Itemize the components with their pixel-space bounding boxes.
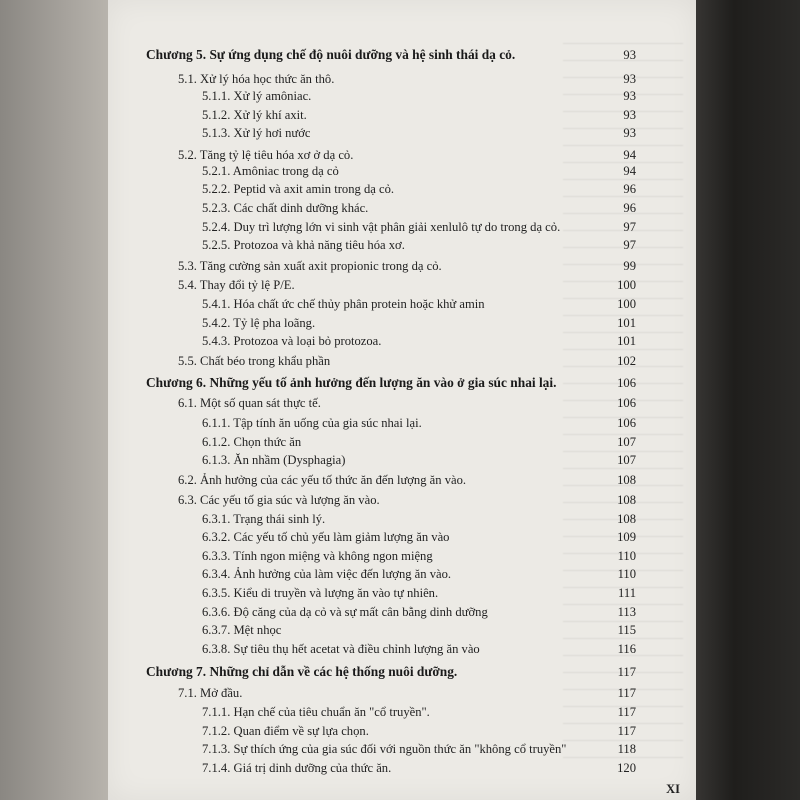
toc-entry-title: 6.1.2. Chọn thức ăn — [202, 435, 302, 449]
toc-entry-title: 5.1.1. Xử lý amôniac. — [202, 89, 312, 103]
toc-chapter-row — [108, 663, 696, 681]
toc-entry-title: 5.2.1. Amôniac trong dạ cỏ — [202, 164, 339, 178]
toc-entry-title: 5.3. Tăng cường sản xuất axit propionic trong dạ cỏ. — [178, 259, 442, 273]
toc-entry-title: 6.3.7. Mệt nhọc — [202, 623, 282, 637]
toc-page-number: 108 — [617, 512, 636, 526]
background-left — [0, 0, 112, 800]
toc-subsection-row — [108, 218, 696, 236]
toc-entry-title: 7.1.4. Giá trị dinh dưỡng của thức ăn. — [202, 761, 392, 775]
toc-entry-title: Chương 6. Những yếu tố ảnh hưởng đến lượng ăn vào ở gia súc nhai lại. — [146, 375, 557, 390]
toc-entry-title: 6.2. Ảnh hưởng của các yếu tố thức ăn đến lượng ăn vào. — [178, 473, 467, 487]
toc-subsection-row — [108, 640, 696, 658]
toc-page-number: 107 — [617, 453, 636, 467]
background-right — [690, 0, 800, 800]
page-number-footer: XI — [666, 782, 680, 796]
toc-page-number: 99 — [623, 259, 636, 273]
toc-page-number: 117 — [617, 724, 636, 738]
toc-subsection-row — [108, 314, 696, 332]
toc-subsection-row — [108, 332, 696, 350]
toc-page-number: 113 — [617, 605, 636, 619]
toc-subsection-row — [108, 199, 696, 217]
toc-subsection-row — [108, 740, 696, 758]
toc-page-number: 94 — [623, 164, 636, 178]
toc-entry-title: 6.3.4. Ảnh hưởng của làm việc đến lượng ăn vào. — [202, 567, 452, 581]
toc-page-number: 117 — [617, 665, 636, 679]
table-of-contents — [108, 0, 696, 800]
toc-chapter-row — [108, 46, 696, 64]
document-page — [108, 0, 696, 800]
toc-page-number: 96 — [623, 182, 636, 196]
toc-entry-title: 5.4.2. Tỷ lệ pha loãng. — [202, 316, 316, 330]
toc-subsection-row — [108, 759, 696, 777]
toc-entry-title: 6.3.1. Trạng thái sinh lý. — [202, 512, 326, 526]
toc-subsection-row — [108, 414, 696, 432]
toc-entry-title: 5.2.4. Duy trì lượng lớn vi sinh vật phân giải xenlulô tự do trong dạ cỏ. — [202, 220, 561, 234]
toc-subsection-row — [108, 180, 696, 198]
toc-entry-title: 5.2.2. Peptid và axit amin trong dạ cỏ. — [202, 182, 395, 196]
toc-entry-title: 5.4.1. Hóa chất ức chế thủy phân protein hoặc khử amin — [202, 297, 485, 311]
toc-page-number: 117 — [617, 686, 636, 700]
toc-subsection-row — [108, 295, 696, 313]
toc-section-row — [108, 276, 696, 294]
toc-entry-title: 6.1. Một số quan sát thực tế. — [178, 396, 321, 410]
toc-entry-title: 6.3.6. Độ căng của dạ cỏ và sự mất cân bằng dinh dưỡng — [202, 605, 488, 619]
toc-subsection-row — [108, 547, 696, 565]
toc-page-number: 96 — [623, 201, 636, 215]
toc-entry-title: 5.1. Xử lý hóa học thức ăn thô. — [178, 72, 335, 86]
toc-page-number: 101 — [617, 316, 636, 330]
toc-entry-title: 5.2.5. Protozoa và khả năng tiêu hóa xơ. — [202, 238, 405, 252]
toc-subsection-row — [108, 124, 696, 142]
toc-section-row — [108, 394, 696, 412]
toc-page-number: 120 — [617, 761, 636, 775]
toc-subsection-row — [108, 162, 696, 180]
toc-entry-title: 5.2. Tăng tỷ lệ tiêu hóa xơ ở dạ cỏ. — [178, 148, 354, 162]
toc-subsection-row — [108, 703, 696, 721]
toc-page-number: 117 — [617, 705, 636, 719]
toc-page-number: 94 — [623, 148, 636, 162]
toc-subsection-row — [108, 433, 696, 451]
toc-page-number: 108 — [617, 473, 636, 487]
toc-section-row — [108, 684, 696, 702]
toc-page-number: 100 — [617, 297, 636, 311]
toc-page-number: 93 — [623, 89, 636, 103]
toc-entry-title: 6.1.1. Tập tính ăn uống của gia súc nhai lại. — [202, 416, 422, 430]
toc-section-row — [108, 471, 696, 489]
toc-subsection-row — [108, 584, 696, 602]
toc-entry-title: 7.1.1. Hạn chế của tiêu chuẩn ăn "cổ truyền". — [202, 705, 430, 719]
toc-section-row — [108, 491, 696, 509]
toc-subsection-row — [108, 510, 696, 528]
toc-entry-title: 6.3.5. Kiểu di truyền và lượng ăn vào tự nhiên. — [202, 586, 439, 600]
toc-entry-title: 6.3.8. Sự tiêu thụ hết acetat và điều chỉnh lượng ăn vào — [202, 642, 480, 656]
toc-page-number: 109 — [617, 530, 636, 544]
toc-page-number: 107 — [617, 435, 636, 449]
toc-page-number: 93 — [623, 108, 636, 122]
toc-entry-title: 7.1.2. Quan điểm về sự lựa chọn. — [202, 724, 369, 738]
toc-page-number: 93 — [623, 48, 636, 62]
toc-entry-title: 5.4. Thay đổi tỷ lệ P/E. — [178, 278, 295, 292]
toc-subsection-row — [108, 603, 696, 621]
toc-page-number: 93 — [623, 126, 636, 140]
toc-subsection-row — [108, 722, 696, 740]
toc-page-number: 106 — [617, 416, 636, 430]
toc-entry-title: 6.3.2. Các yếu tố chủ yếu làm giảm lượng ăn vào — [202, 530, 450, 544]
toc-entry-title: 5.1.2. Xử lý khí axit. — [202, 108, 307, 122]
toc-subsection-row — [108, 528, 696, 546]
toc-page-number: 110 — [617, 567, 636, 581]
toc-subsection-row — [108, 236, 696, 254]
toc-page-number: 97 — [623, 238, 636, 252]
toc-subsection-row — [108, 451, 696, 469]
toc-chapter-row — [108, 374, 696, 392]
toc-entry-title: Chương 5. Sự ứng dụng chế độ nuôi dưỡng và hệ sinh thái dạ cỏ. — [146, 47, 516, 62]
toc-entry-title: Chương 7. Những chỉ dẫn về các hệ thống nuôi dưỡng. — [146, 664, 458, 679]
toc-entry-title: 6.3. Các yếu tố gia súc và lượng ăn vào. — [178, 493, 380, 507]
toc-page-number: 108 — [617, 493, 636, 507]
toc-entry-title: 7.1. Mở đầu. — [178, 686, 243, 700]
toc-entry-title: 5.2.3. Các chất dinh dưỡng khác. — [202, 201, 369, 215]
toc-entry-title: 6.1.3. Ăn nhầm (Dysphagia) — [202, 453, 346, 467]
toc-section-row — [108, 257, 696, 275]
toc-section-row — [108, 352, 696, 370]
toc-entry-title: 5.1.3. Xử lý hơi nước — [202, 126, 311, 140]
toc-page-number: 118 — [617, 742, 636, 756]
toc-subsection-row — [108, 565, 696, 583]
toc-page-number: 110 — [617, 549, 636, 563]
toc-subsection-row — [108, 106, 696, 124]
toc-entry-title: 7.1.3. Sự thích ứng của gia súc đối với nguồn thức ăn "không cổ truyền" — [202, 742, 567, 756]
toc-page-number: 116 — [617, 642, 636, 656]
toc-entry-title: 5.4.3. Protozoa và loại bỏ protozoa. — [202, 334, 382, 348]
toc-page-number: 115 — [617, 623, 636, 637]
toc-page-number: 100 — [617, 278, 636, 292]
toc-subsection-row — [108, 87, 696, 105]
toc-page-number: 106 — [617, 396, 636, 410]
toc-page-number: 111 — [618, 586, 636, 600]
toc-page-number: 106 — [617, 376, 636, 390]
toc-page-number: 93 — [623, 72, 636, 86]
toc-page-number: 102 — [617, 354, 636, 368]
toc-section-row — [108, 70, 696, 88]
toc-entry-title: 6.3.3. Tính ngon miệng và không ngon miệng — [202, 549, 433, 563]
toc-entry-title: 5.5. Chất béo trong khẩu phần — [178, 354, 331, 368]
toc-subsection-row — [108, 621, 696, 639]
toc-page-number: 97 — [623, 220, 636, 234]
toc-page-number: 101 — [617, 334, 636, 348]
